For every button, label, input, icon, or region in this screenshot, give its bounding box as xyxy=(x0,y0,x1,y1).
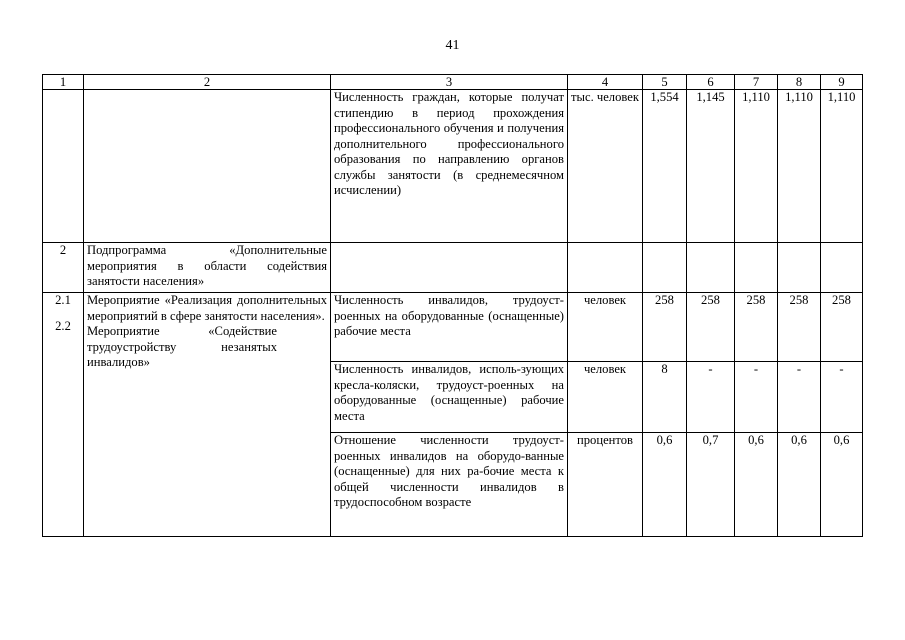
table-row xyxy=(43,243,863,293)
value-cell-5 xyxy=(643,243,687,293)
unit-cell xyxy=(568,243,643,293)
indicators-table xyxy=(42,74,863,537)
value-cell-7 xyxy=(735,243,778,293)
header-cell-2: 2 xyxy=(84,75,331,90)
unit-cell: человек xyxy=(568,293,643,362)
indicator-cell: Отношение численности трудоуст-роенных инвалидов на оборудо-ванные (оснащенные) для них ра-бочие места к общей численности инвалидов в трудоспособном возрасте xyxy=(331,433,568,537)
header-cell-1: 1 xyxy=(43,75,84,90)
event-name-2-1: Мероприятие «Реализация дополнительных мероприятий в сфере занятости населения». xyxy=(87,293,327,323)
indicator-cell xyxy=(331,243,568,293)
value-cell-6: 258 xyxy=(687,293,735,362)
row-number-cell xyxy=(43,293,84,537)
value-cell-6: - xyxy=(687,362,735,433)
value-cell-5: 1,554 xyxy=(643,90,687,243)
value-cell-6: 0,7 xyxy=(687,433,735,537)
value-cell-7: 258 xyxy=(735,293,778,362)
event-name-2-2: Мероприятие «Содействие трудоустройству незанятых инвалидов» xyxy=(87,324,277,369)
header-cell-3: 3 xyxy=(331,75,568,90)
indicator-cell: Численность граждан, которые получат стипендию в период прохождения профессионального обучения и получения дополнительного профессионального образования по направлению органов службы занятости (в среднемесячном исчислении) xyxy=(331,90,568,243)
table-row xyxy=(43,90,863,243)
value-cell-5: 258 xyxy=(643,293,687,362)
event-number-2-2: 2.2 xyxy=(55,318,71,333)
unit-cell: тыс. человек xyxy=(568,90,643,243)
value-cell-9: 258 xyxy=(821,293,863,362)
header-cell-5: 5 xyxy=(643,75,687,90)
value-cell-5: 0,6 xyxy=(643,433,687,537)
row-number-cell: 2 xyxy=(43,243,84,293)
unit-cell: человек xyxy=(568,362,643,433)
subprogram-name-cell: Подпрограмма «Дополнительные мероприятия в области содействия занятости населения» xyxy=(84,243,331,293)
page-number: 41 xyxy=(445,38,460,53)
value-cell-9: - xyxy=(821,362,863,433)
value-cell-9: 0,6 xyxy=(821,433,863,537)
indicator-cell: Численность инвалидов, исполь-зующих кресла-коляски, трудоуст-роенных на оборудованные (оснащенные) рабочие места xyxy=(331,362,568,433)
header-cell-8: 8 xyxy=(778,75,821,90)
value-cell-5: 8 xyxy=(643,362,687,433)
value-cell-6 xyxy=(687,243,735,293)
header-cell-4: 4 xyxy=(568,75,643,90)
event-name-cell xyxy=(84,293,331,537)
unit-cell: процентов xyxy=(568,433,643,537)
value-cell-7: 0,6 xyxy=(735,433,778,537)
row-name-cell xyxy=(84,90,331,243)
value-cell-8: 258 xyxy=(778,293,821,362)
header-cell-6: 6 xyxy=(687,75,735,90)
indicator-cell: Численность инвалидов, трудоуст-роенных на оборудованные (оснащенные) рабочие места xyxy=(331,293,568,362)
value-cell-8: 0,6 xyxy=(778,433,821,537)
value-cell-9 xyxy=(821,243,863,293)
value-cell-9: 1,110 xyxy=(821,90,863,243)
table-row xyxy=(43,293,863,362)
value-cell-8: 1,110 xyxy=(778,90,821,243)
value-cell-7: - xyxy=(735,362,778,433)
value-cell-8 xyxy=(778,243,821,293)
table-header-row xyxy=(43,75,863,90)
header-cell-9: 9 xyxy=(821,75,863,90)
event-number-2-1: 2.1 xyxy=(55,293,71,307)
row-number-cell xyxy=(43,90,84,243)
value-cell-8: - xyxy=(778,362,821,433)
header-cell-7: 7 xyxy=(735,75,778,90)
value-cell-7: 1,110 xyxy=(735,90,778,243)
value-cell-6: 1,145 xyxy=(687,90,735,243)
